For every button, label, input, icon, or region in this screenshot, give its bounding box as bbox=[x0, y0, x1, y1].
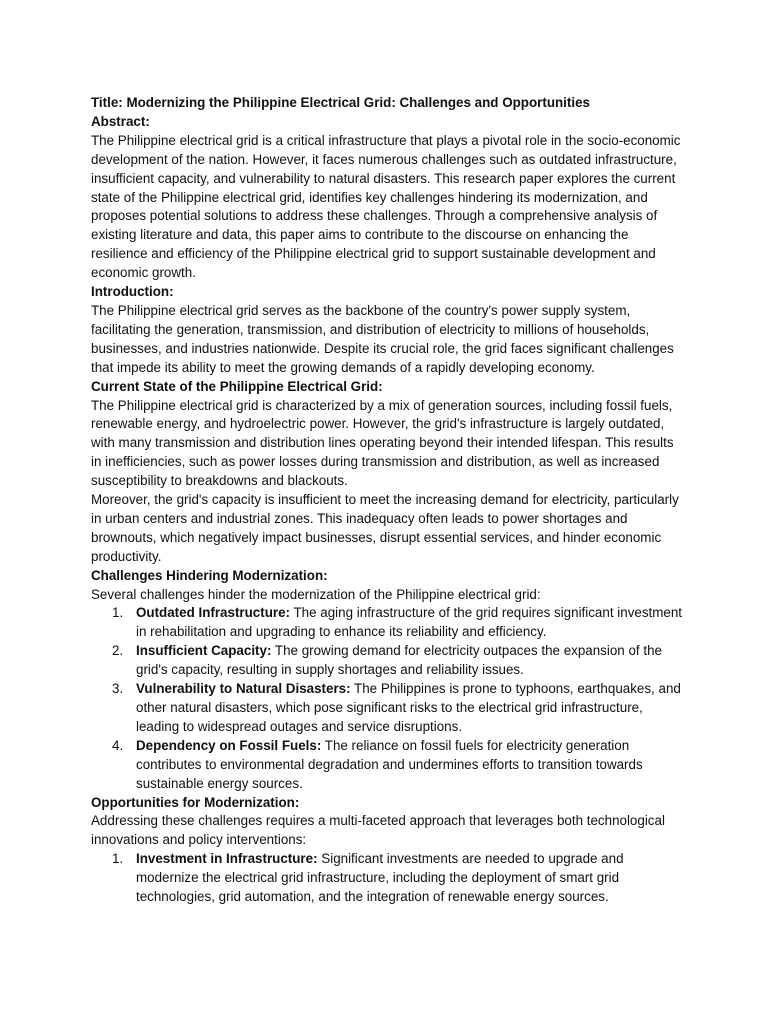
list-item-term: Vulnerability to Natural Disasters: bbox=[136, 681, 351, 697]
list-item-term: Dependency on Fossil Fuels: bbox=[136, 737, 322, 753]
abstract-heading: Abstract: bbox=[91, 113, 150, 129]
document-title: Title: Modernizing the Philippine Electrical Grid: Challenges and Opportunities bbox=[91, 95, 590, 110]
list-item bbox=[91, 680, 683, 737]
list-item-term: Outdated Infrastructure: bbox=[136, 605, 291, 621]
current-state-paragraph: The Philippine electrical grid is characterized by a mix of generation sources, including fossil fuels, renewable energy, and hydroelectric power. However, the grid's infrastructure is largely outdated, with many transmission and distribution lines operating beyond their intended lifespan. This results in inefficiencies, such as power losses during transmission and distribution, as well as increased susceptibility to breakdowns and blackouts. bbox=[91, 397, 674, 489]
list-item bbox=[91, 737, 683, 794]
list-item-text: The Philippines is prone to typhoons, earthquakes, and other natural disasters, which pose significant risks to the electrical grid infrastructure, leading to widespread outages and service disruptions. bbox=[136, 681, 681, 734]
challenges-heading: Challenges Hindering Modernization: bbox=[91, 567, 328, 583]
current-state-paragraph: Moreover, the grid's capacity is insufficient to meet the increasing demand for electricity, particularly in urban centers and industrial zones. This inadequacy often leads to power shortages and brownouts, which negatively impact businesses, disrupt essential services, and hinder economic productivity. bbox=[91, 492, 679, 564]
list-item-number: 2. bbox=[112, 643, 124, 659]
list-item-term: Insufficient Capacity: bbox=[136, 643, 272, 659]
list-item-text: The aging infrastructure of the grid requires significant investment in rehabilitation and upgrading to enhance its reliability and efficiency. bbox=[136, 605, 683, 640]
document-page bbox=[91, 94, 683, 907]
challenges-list bbox=[91, 604, 683, 793]
challenges-intro: Several challenges hinder the modernization of the Philippine electrical grid: bbox=[91, 586, 541, 602]
opportunities-list bbox=[91, 850, 683, 907]
list-item-term: Investment in Infrastructure: bbox=[136, 851, 318, 867]
opportunities-intro: Addressing these challenges requires a multi-faceted approach that leverages both technological innovations and policy interventions: bbox=[91, 813, 665, 848]
introduction-heading: Introduction: bbox=[91, 284, 174, 300]
list-item-number: 1. bbox=[112, 605, 124, 621]
introduction-paragraph: The Philippine electrical grid serves as the backbone of the country's power supply system, facilitating the generation, transmission, and distribution of electricity to millions of households, businesses, and industries nationwide. Despite its crucial role, the grid faces significant challenges that impede its ability to meet the growing demands of a rapidly developing economy. bbox=[91, 302, 674, 375]
list-item-number: 3. bbox=[112, 681, 124, 697]
list-item-text: The growing demand for electricity outpaces the expansion of the grid's capacity, resulting in supply shortages and reliability issues. bbox=[136, 643, 662, 678]
list-item-number: 1. bbox=[112, 851, 124, 867]
opportunities-heading: Opportunities for Modernization: bbox=[91, 794, 300, 810]
list-item bbox=[91, 604, 683, 642]
list-item-number: 4. bbox=[112, 737, 124, 753]
list-item bbox=[91, 850, 683, 907]
list-item bbox=[91, 642, 683, 680]
list-item-text: The reliance on fossil fuels for electricity generation contributes to environmental degradation and undermines efforts to transition towards sustainable energy sources. bbox=[136, 737, 643, 791]
current-state-heading: Current State of the Philippine Electrical Grid: bbox=[91, 378, 383, 394]
list-item-text: Significant investments are needed to upgrade and modernize the electrical grid infrastructure, including the deployment of smart grid technologies, grid automation, and the integration of renewable energy sources. bbox=[136, 851, 624, 905]
abstract-paragraph: The Philippine electrical grid is a critical infrastructure that plays a pivotal role in the socio-economic development of the nation. However, it faces numerous challenges such as outdated infrastructure, insufficient capacity, and vulnerability to natural disasters. This research paper explores the current state of the Philippine electrical grid, identifies key challenges hindering its modernization, and proposes potential solutions to address these challenges. Through a comprehensive analysis of existing literature and data, this paper aims to contribute to the discourse on enhancing the resilience and efficiency of the Philippine electrical grid to support sustainable development and economic growth. bbox=[91, 132, 681, 281]
